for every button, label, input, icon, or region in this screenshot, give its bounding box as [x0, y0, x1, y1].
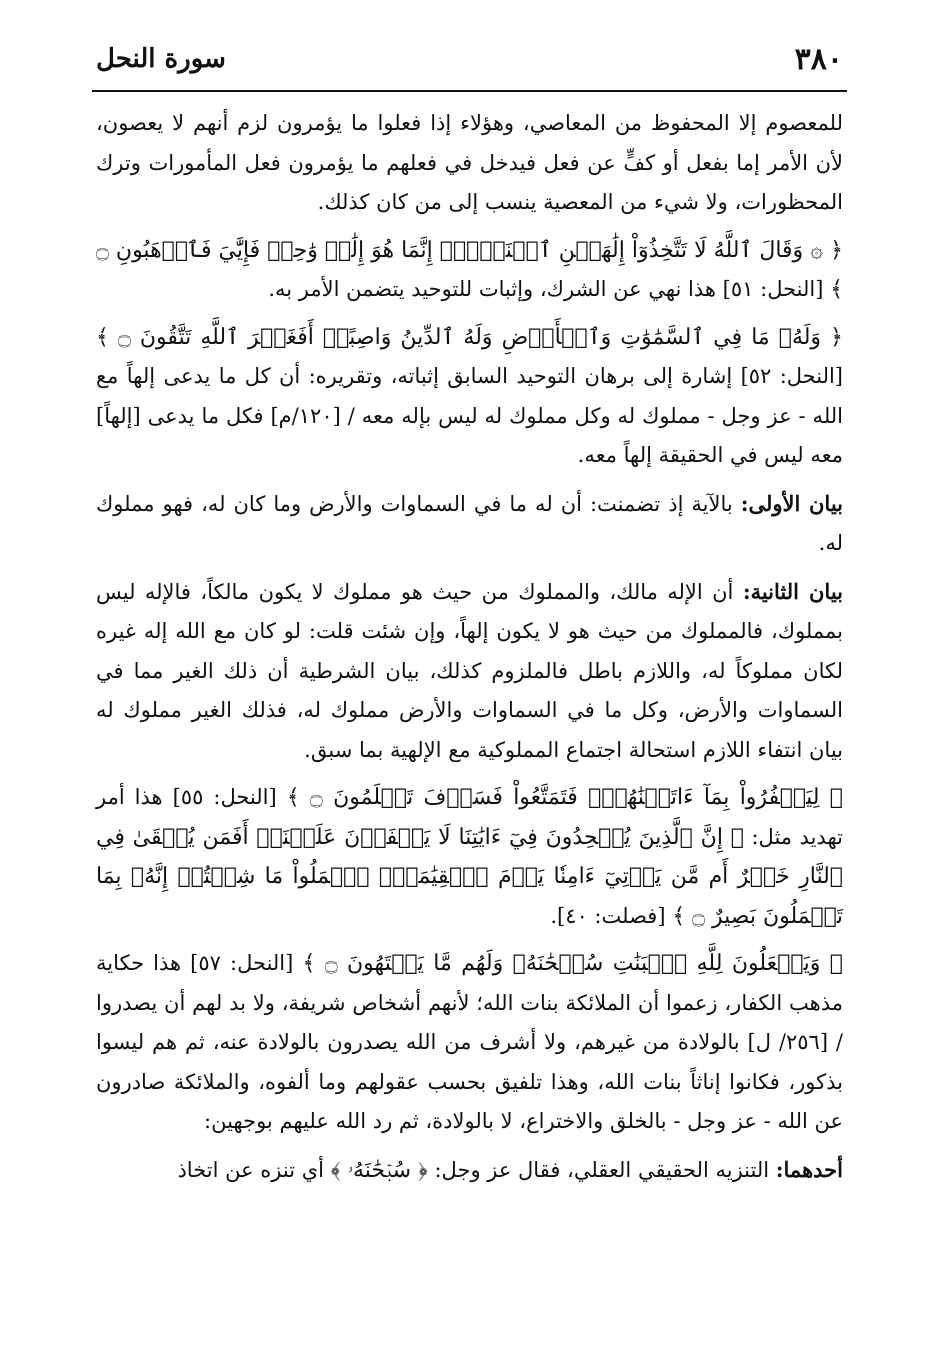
- commentary-text: [النحل: ٥١] هذا نهي عن الشرك، وإثبات للتوحيد يتضمن الأمر به.: [268, 277, 824, 301]
- commentary-text: للمعصوم إلا المحفوظ من المعاصي، وهؤلاء إذا فعلوا ما يؤمرون لزم أنهم لا يعصون، لأن الأمر إما بفعل أو كفٍّ عن فعل فيدخل في فعلهم ما يؤمرون فعل المأمورات وترك المحظورات، ولا شيء من المعصية ينسب إلى من كان كذلك.: [96, 111, 843, 214]
- section-label: أحدهما:: [775, 1156, 843, 1182]
- quran-verse: ﴿ وَيَجۡعَلُونَ لِلَّهِ ٱلۡبَنَٰتِ سُبۡحَٰنَهُۥ وَلَهُم مَّا يَشۡتَهُونَ ۝ ﴾: [302, 951, 843, 976]
- section-label: بيان الثانية:: [742, 578, 844, 604]
- commentary-text: [النحل: ٥٥] هذا أمر تهديد مثل:: [96, 785, 843, 849]
- section-label: بيان الأولى:: [740, 490, 843, 516]
- paragraph-1: [96, 104, 843, 223]
- commentary-text-continued: أي تنزه عن اتخاذ: [177, 1157, 325, 1182]
- commentary-text: التنزيه الحقيقي العقلي، فقال عز وجل:: [434, 1157, 770, 1182]
- paragraph-2: [96, 231, 843, 310]
- quran-verse-secondary: ﴿ إِنَّ ٱلَّذِينَ يُلۡحِدُونَ فِيٓ ءَايَٰتِنَا لَا يَخۡفَوۡنَ عَلَيۡنَآۗ أَفَمَن يُلۡقَىٰ فِي ٱلنَّارِ خَيۡرٌ أَم مَّن يَأۡتِيٓ ءَامِنٗا يَوۡمَ ٱلۡقِيَٰمَةِۚ ٱعۡمَلُواْ مَا شِئۡتُمۡ إِنَّهُۥ بِمَا تَعۡمَلُونَ بَصِيرٌ ۝ ﴾: [96, 824, 843, 929]
- commentary-text: [النحل: ٥٧] هذا حكاية مذهب الكفار، زعموا أن الملائكة بنات الله؛ لأنهم أشخاص شريفة، ولا بد لهم أن يصدروا / [٢٥٦/ ل] بالولادة من غيرهم، ولا أشرف من الله يصدرون بالولادة عنه، ثم هم ليسوا بذكور، فكانوا إناثاً بنات الله، وهذا تلفيق بحسب عقولهم وما ألفوه، والملائكة صادرون عن الله - عز وجل - بالخلق والاختراع، لا بالولادة، ثم رد الله عليهم بوجهين:: [96, 951, 843, 1133]
- paragraph-7: [96, 944, 843, 1142]
- page-number: ٣٨٠: [794, 42, 843, 77]
- paragraph-5: [96, 572, 843, 771]
- page-body: [96, 104, 843, 1198]
- page-header: [92, 38, 847, 92]
- paragraph-3: [96, 318, 843, 476]
- quran-verse: ﴿ وَلَهُۥ مَا فِي ٱلسَّمَٰوَٰتِ وَٱلۡأَرۡضِ وَلَهُ ٱلدِّينُ وَاصِبًاۚ أَفَغَيۡرَ ٱللَّهِ تَتَّقُونَ ۝ ﴾: [96, 324, 843, 350]
- surah-title: سورة النحل: [96, 44, 226, 74]
- quran-verse: ﴿ سُبۡحَٰنَهُۥ ﴾: [330, 1157, 428, 1183]
- verse-reference: [فصلت: ٤٠].: [550, 903, 666, 928]
- commentary-text: بالآية إذ تضمنت: أن له ما في السماوات والأرض وما كان له، فهو مملوك له.: [96, 491, 843, 555]
- commentary-text: أن الإله مالك، والمملوك من حيث هو مملوك لا يكون مالكاً، فالإله ليس بمملوك، فالمملوك من حيث هو لا يكون إلهاً، وإن شئت قلت: لو كان مع الله إله غيره لكان مملوكاً له، واللازم باطل فالملزوم كذلك، بيان الشرطية أن ذلك الغير مما في السماوات والأرض، وكل ما في السماوات والأرض مملوك له، فذلك الغير مملوك له بيان انتفاء اللازم استحالة اجتماع المملوكية مع الإلهية بما سبق.: [96, 579, 843, 762]
- paragraph-4: [96, 484, 843, 564]
- quran-verse: ﴿ ۞ وَقَالَ ٱللَّهُ لَا تَتَّخِذُوٓاْ إِلَٰهَيۡنِ ٱثۡنَيۡنِۖ إِنَّمَا هُوَ إِلَٰهٞ وَٰحِدٞ فَإِيَّٰيَ فَٱرۡهَبُونِ ۝ ﴾: [96, 237, 843, 302]
- paragraph-8: [96, 1150, 843, 1191]
- commentary-text: [النحل: ٥٢] إشارة إلى برهان التوحيد السابق إثباته، وتقريره: أن كل ما يدعى إلهاً مع الله - عز وجل - مملوك له وكل مملوك له ليس بإله معه / [١٢٠/م] فكل ما يدعى [إلهاً] معه ليس في الحقيقة إلهاً معه.: [96, 364, 843, 467]
- quran-verse: ﴿ لِيَكۡفُرُواْ بِمَآ ءَاتَيۡنَٰهُمۡۚ فَتَمَتَّعُواْ فَسَوۡفَ تَعۡلَمُونَ ۝ ﴾: [286, 785, 843, 810]
- paragraph-6: [96, 778, 843, 936]
